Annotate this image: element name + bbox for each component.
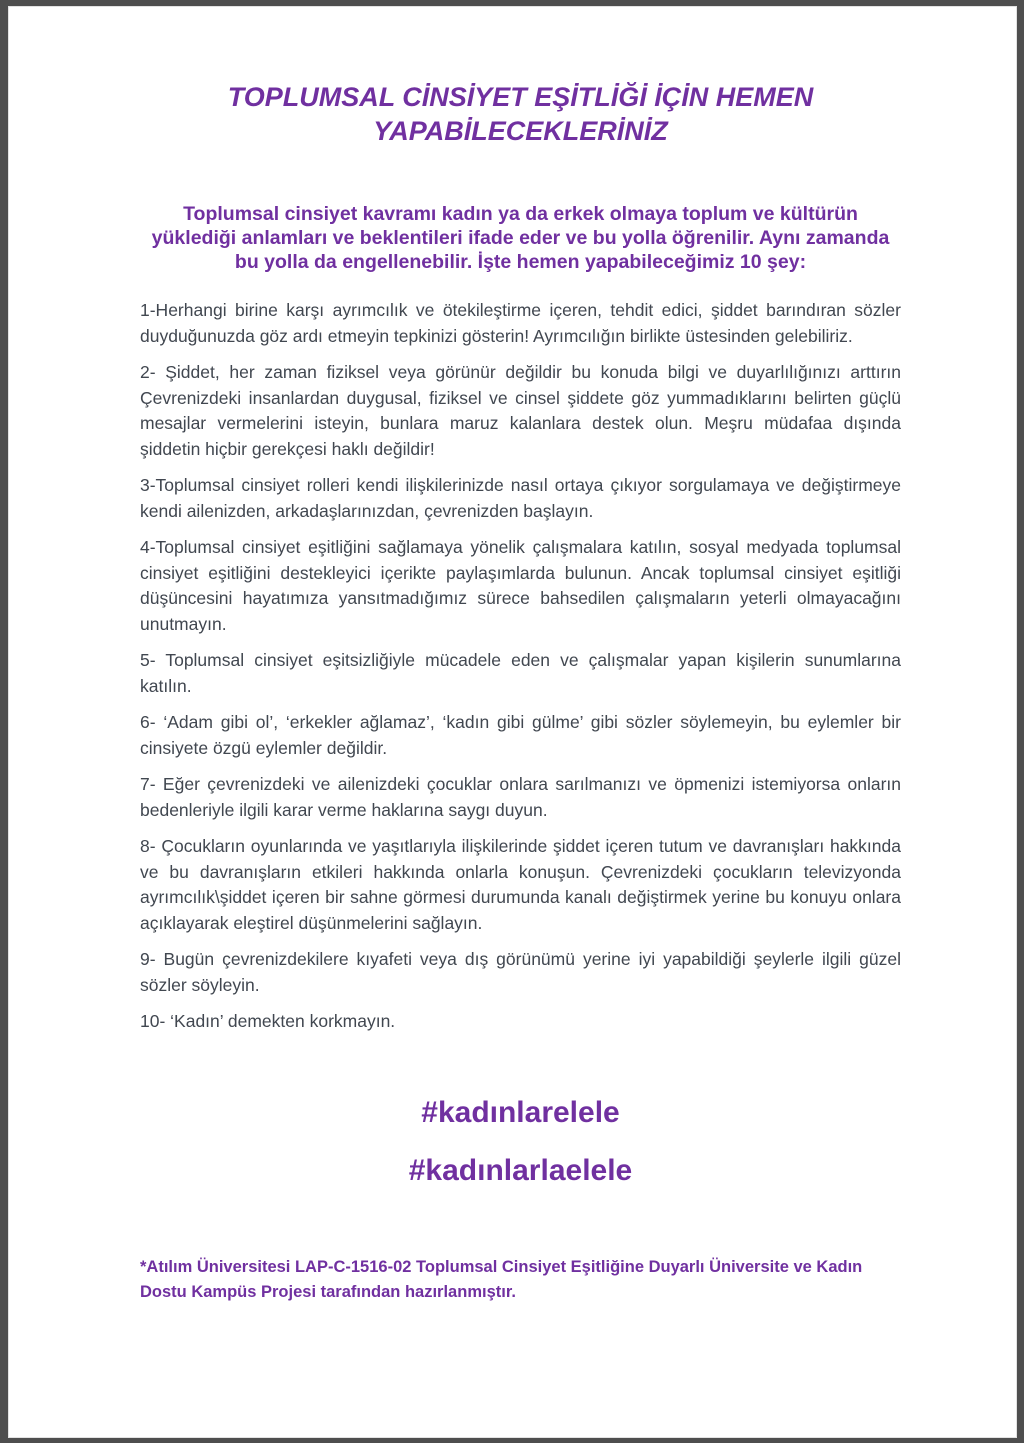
action-item-7: 7- Eğer çevrenizdeki ve ailenizdeki çocuklar onlara sarılmanızı ve öpmenizi istemiyorsa onların bedenleriyle ilgili karar verme haklarına saygı duyun. — [140, 774, 901, 820]
hashtag-kadinlarelele: #kadınlarelele — [421, 1095, 620, 1129]
document-title-line-2: YAPABİLECEKLERİNİZ — [373, 116, 668, 146]
hashtag-kadinlarlaelele: #kadınlarlaelele — [408, 1153, 633, 1187]
footnote: *Atılım Üniversitesi LAP-C-1516-02 Toplumsal Cinsiyet Eşitliğine Duyarlı Üniversite ve Kadın Dostu Kampüs Projesi tarafından hazırlanmıştır. — [140, 1257, 863, 1301]
intro-paragraph: Toplumsal cinsiyet kavramı kadın ya da erkek olmaya toplum ve kültürün yüklediği anlamları ve beklentileri ifade eder ve bu yolla öğrenilir. Aynı zamanda bu yolla da engellenebilir. İşte hemen yapabileceğimiz 10 şey: — [151, 203, 890, 273]
action-item-6: 6- ‘Adam gibi ol’, ‘erkekler ağlamaz’, ‘kadın gibi gülme’ gibi sözler söylemeyin, bu eylemler bir cinsiyete özgü eylemler değildir. — [140, 712, 901, 758]
document-title — [140, 80, 901, 148]
action-item-5: 5- Toplumsal cinsiyet eşitsizliğiyle mücadele eden ve çalışmalar yapan kişilerin sunumlarına katılın. — [140, 650, 901, 696]
action-item-1: 1-Herhangi birine karşı ayrımcılık ve ötekileştirme içeren, tehdit edici, şiddet barındıran sözler duyduğunuzda göz ardı etmeyin tepkinizi gösterin! Ayrımcılığın birlikte üstesinden gelebiliriz. — [140, 300, 901, 346]
action-item-3: 3-Toplumsal cinsiyet rolleri kendi ilişkilerinizde nasıl ortaya çıkıyor sorgulamaya ve değiştirmeye kendi ailenizden, arkadaşlarınızdan, çevrenizden başlayın. — [140, 475, 901, 521]
document-title-line-1: TOPLUMSAL CİNSİYET EŞİTLİĞİ İÇİN HEMEN — [227, 82, 814, 112]
action-item-9: 9- Bugün çevrenizdekilere kıyafeti veya dış görünümü yerine iyi yapabildiği şeylerle ilgili güzel sözler söyleyin. — [140, 949, 901, 995]
action-item-8: 8- Çocukların oyunlarında ve yaşıtlarıyla ilişkilerinde şiddet içeren tutum ve davranışları hakkında ve bu davranışların etkileri hakkında onlarla konuşun. Çevrenizdeki çocukların televizyonda ayrımcılık\şiddet içeren bir sahne görmesi durumunda kanalı değiştirmek yerine bu konuyu onlara açıklayarak eleştirel düşünmelerini sağlayın. — [140, 836, 901, 933]
action-item-4: 4-Toplumsal cinsiyet eşitliğini sağlamaya yönelik çalışmalara katılın, sosyal medyada toplumsal cinsiyet eşitliğini destekleyici içerikte paylaşımlarda bulunun. Ancak toplumsal cinsiyet eşitliği düşüncesini hayatımıza yansıtmadığımız sürece bahsedilen çalışmaların yeterli olmayacağını unutmayın. — [140, 537, 901, 634]
action-item-10: 10- ‘Kadın’ demekten korkmayın. — [140, 1011, 396, 1031]
document-page — [8, 6, 1017, 1438]
action-item-2: 2- Şiddet, her zaman fiziksel veya görünür değildir bu konuda bilgi ve duyarlılığınızı arttırın Çevrenizdeki insanlardan duygusal, fiziksel ve cinsel şiddete göz yummadıklarını belirten güçlü mesajlar vermelerini isteyin, bunlara maruz kalanlara destek olun. Meşru müdafaa dışında şiddetin hiçbir gerekçesi haklı değildir! — [140, 362, 901, 459]
action-list — [140, 298, 901, 1035]
